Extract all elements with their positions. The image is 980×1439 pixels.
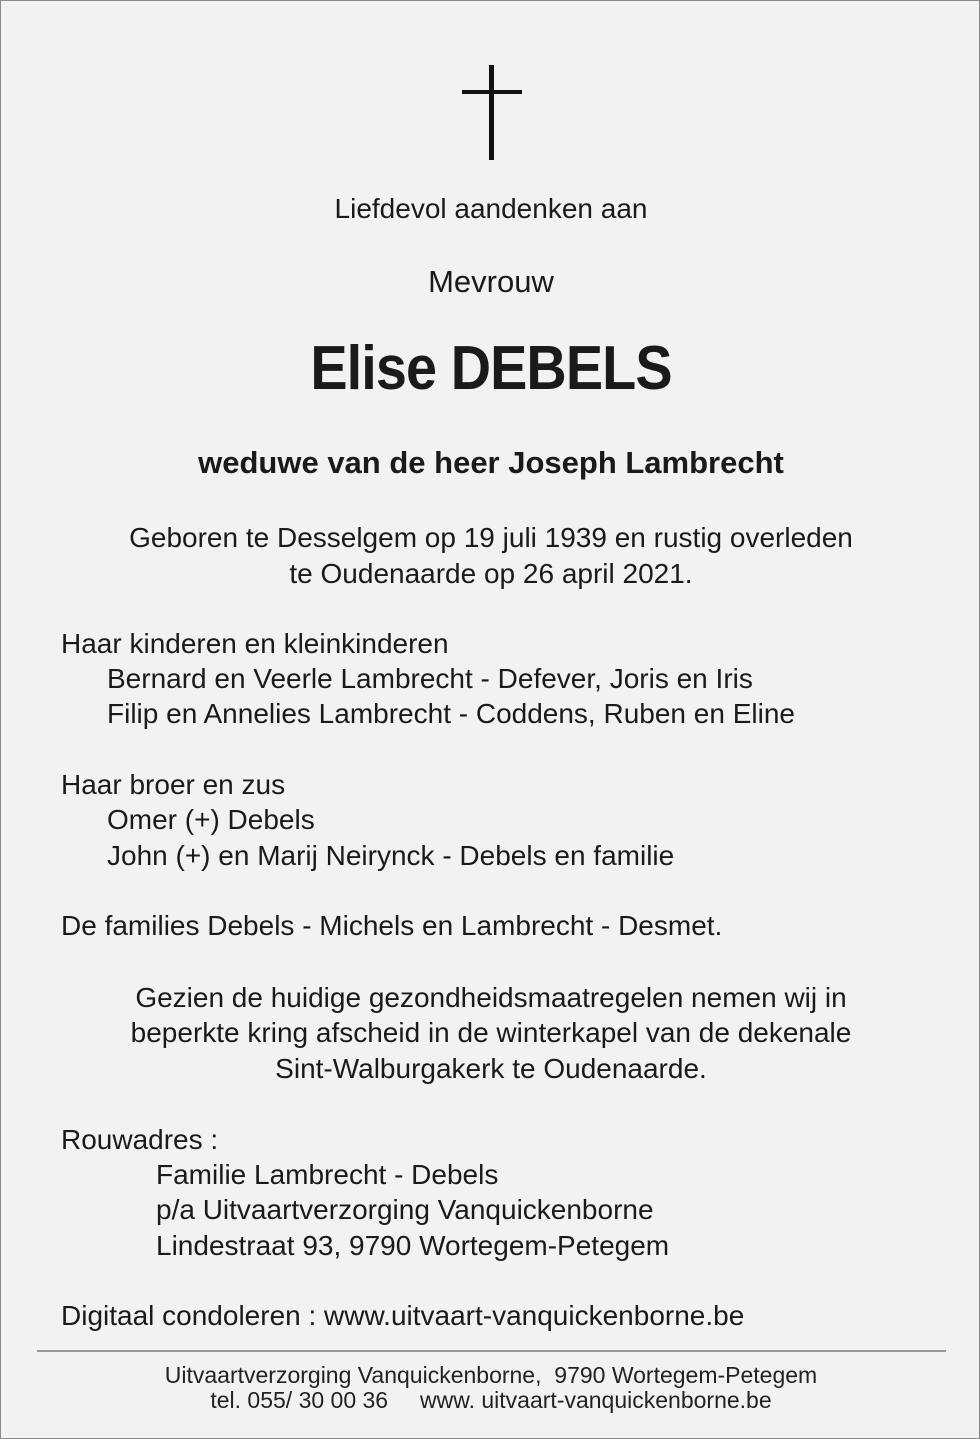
families-line: De families Debels - Michels en Lambrecht - Desmet. [61,910,723,941]
ceremony-line: Gezien de huidige gezondheidsmaatregelen nemen wij in [135,982,847,1013]
deceased-name: Elise DEBELS [310,334,672,403]
intro-text: Liefdevol aandenken aan [334,193,648,224]
cross-icon [462,65,522,160]
ceremony-line: Sint-Walburgakerk te Oudenaarde. [275,1053,707,1084]
condolence-link[interactable]: Digitaal condoleren : www.uitvaart-vanquickenborne.be [61,1300,745,1331]
address-title: Rouwadres : [61,1124,219,1155]
address-line: Lindestraat 93, 9790 Wortegem-Petegem [156,1230,670,1261]
honorific: Mevrouw [428,264,554,299]
address-line: Familie Lambrecht - Debels [156,1159,499,1190]
address-line: p/a Uitvaartverzorging Vanquickenborne [156,1194,654,1225]
birth-death-line-2: te Oudenaarde op 26 april 2021. [289,558,693,589]
footer-line-1: Uitvaartverzorging Vanquickenborne, 9790 Wortegem-Petegem [164,1362,818,1388]
children-line: Bernard en Veerle Lambrecht - Defever, Joris en Iris [107,663,753,694]
children-title: Haar kinderen en kleinkinderen [61,628,449,659]
siblings-title: Haar broer en zus [61,769,286,800]
siblings-line: John (+) en Marij Neirynck - Debels en familie [107,840,675,871]
ceremony-line: beperkte kring afscheid in de winterkapel van de dekenale [130,1017,852,1048]
siblings-line: Omer (+) Debels [107,804,315,835]
birth-death-line-1: Geboren te Desselgem op 19 juli 1939 en rustig overleden [129,522,853,553]
footer-line-2: tel. 055/ 30 00 36 www. uitvaart-vanquickenborne.be [210,1387,772,1413]
children-line: Filip en Annelies Lambrecht - Coddens, Ruben en Eline [107,698,795,729]
relation-text: weduwe van de heer Joseph Lambrecht [198,445,784,480]
footer-divider [37,1350,946,1352]
